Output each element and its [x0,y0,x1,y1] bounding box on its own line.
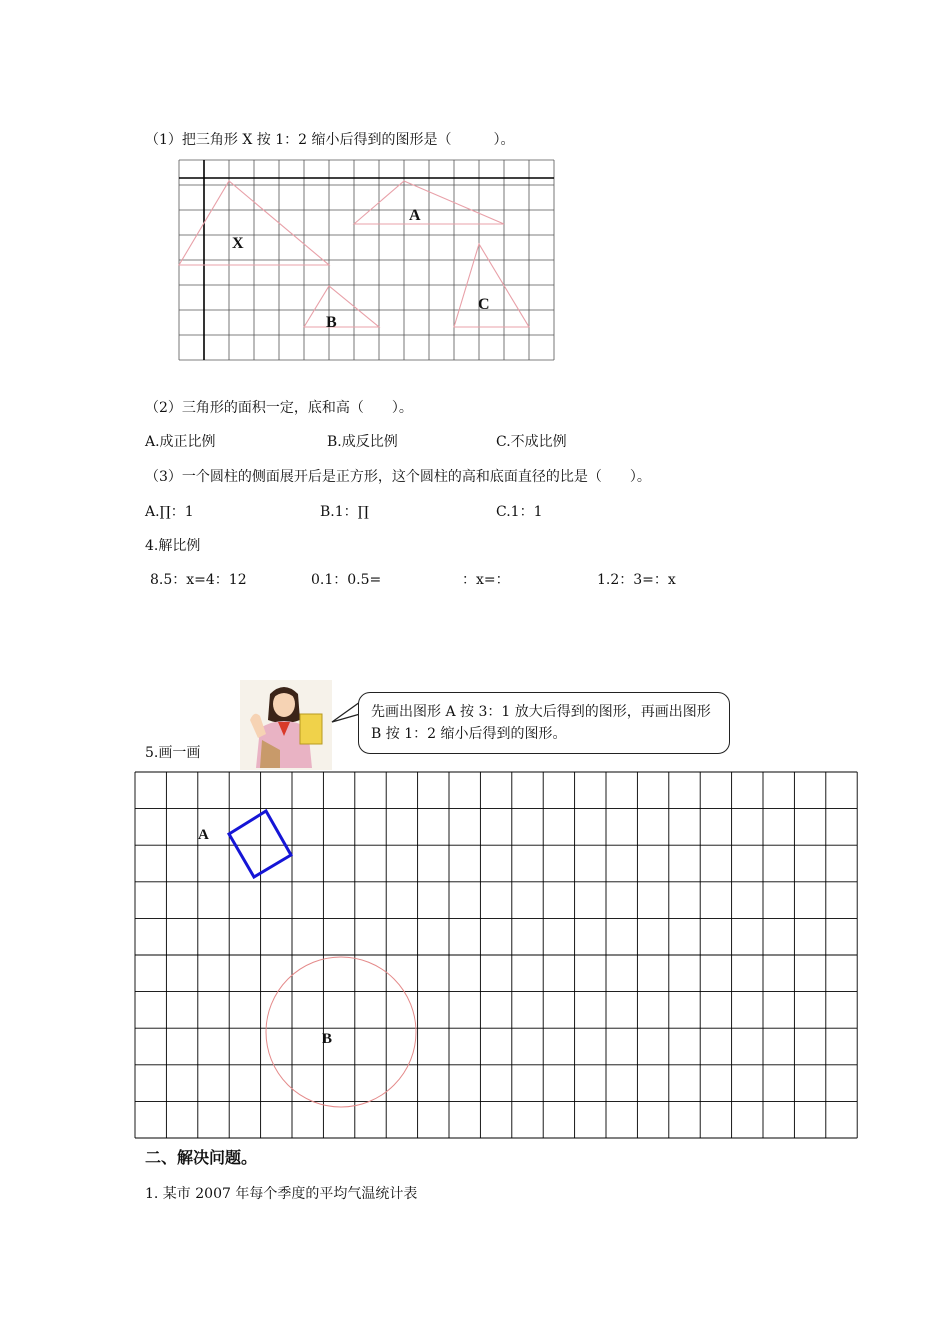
question-2-option-b: B.成反比例 [327,434,398,450]
shape-label-b: B [322,1031,333,1047]
triangle-label-c: C [478,296,490,313]
shape-b-circle [266,957,416,1107]
proportion-item-3: ：x=： [462,572,510,588]
question-2-text: （2）三角形的面积一定，底和高（ ）。 [145,400,413,416]
question-3-text: （3）一个圆柱的侧面展开后是正方形，这个圆柱的高和底面直径的比是（ ）。 [145,469,651,485]
triangle-label-x: X [232,235,244,252]
section-2-question-1: 1. 某市 2007 年每个季度的平均气温统计表 [145,1186,418,1202]
question-2-option-c: C.不成比例 [496,434,567,450]
question-5-title: 5.画一画 [145,745,201,761]
question-4-title: 4.解比例 [145,538,201,554]
shape-label-a: A [198,827,209,843]
proportion-item-2: 0.1：0.5= [311,572,382,588]
proportion-item-1: 8.5：x=4：12 [150,572,247,588]
shape-a-square [229,811,291,877]
question-3-option-c: C.1：1 [496,504,543,520]
instruction-bubble: 先画出图形 A 按 3：1 放大后得到的图形，再画出图形 B 按 1：2 缩小后得到的图形。 [358,692,730,754]
section-2-heading: 二、解决问题。 [145,1148,258,1167]
question-3-option-a: A.∏：1 [145,504,194,520]
question-2-option-a: A.成正比例 [145,434,216,450]
proportion-item-4: 1.2：3=：x [597,572,676,588]
triangle-label-b: B [326,314,337,331]
question-1-text: （1）把三角形 X 按 1：2 缩小后得到的图形是（ ）。 [145,132,515,148]
question-3-option-b: B.1：∏ [320,504,369,520]
triangle-label-a: A [409,207,421,224]
